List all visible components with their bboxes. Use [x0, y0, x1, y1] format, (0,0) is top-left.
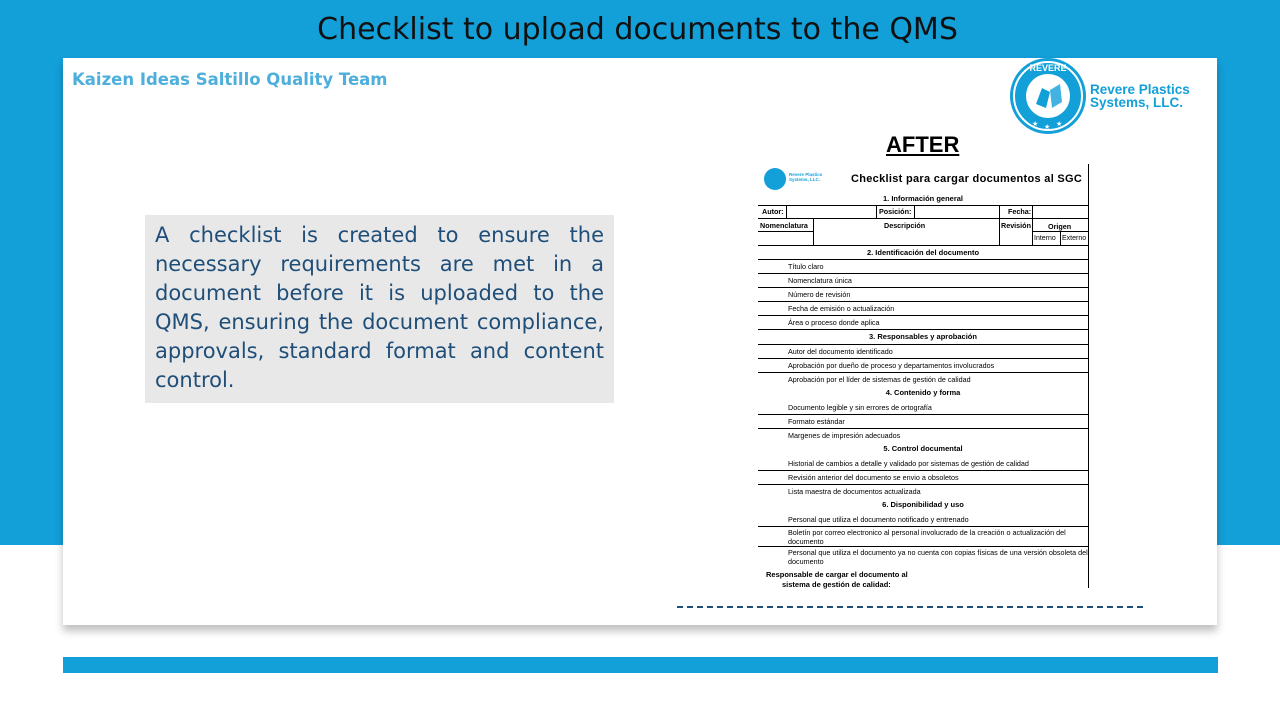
section-1-header: 1. Información general: [882, 194, 964, 203]
list-item: Formato estándar: [758, 415, 1088, 429]
list-item: Número de revisión: [758, 288, 1088, 302]
section-6-header: 6. Disponibilidad y uso: [882, 500, 964, 509]
mini-logo-text: [789, 172, 829, 182]
mini-logo-icon: [764, 168, 786, 190]
list-item: Aprobación por dueño de proceso y departamentos involucrados: [758, 359, 1088, 373]
date-label: Fecha:: [1008, 207, 1032, 216]
logo-text: [1090, 83, 1190, 109]
logo-emblem-icon: [1010, 58, 1086, 134]
logo-emblem: [1010, 58, 1086, 134]
list-item: Autor del documento identificado: [758, 345, 1088, 359]
list-item: Personal que utiliza el documento notificado y entrenado: [758, 513, 1088, 527]
section-4-list: [758, 401, 1088, 443]
section-2-list: [758, 260, 1088, 330]
responsible-line2: sistema de gestión de calidad:: [782, 580, 891, 589]
section-3-header: 3. Responsables y aprobación: [869, 332, 977, 341]
svg-text:★: ★: [1032, 121, 1039, 128]
svg-text:★: ★: [1044, 124, 1051, 131]
form-title: Checklist para cargar documentos al SGC: [851, 173, 1083, 185]
logo-line1: Revere Plastics: [1090, 82, 1190, 97]
description-box: A checklist is created to ensure the necessary requirements are met in a document before it is uploaded to the QMS, ensuring the document compliance, approvals, standard format and content control.: [145, 215, 614, 403]
section-5-header: 5. Control documental: [883, 444, 963, 453]
position-label: Posición:: [879, 207, 912, 216]
list-item: Lista maestra de documentos actualizada: [788, 487, 921, 496]
svg-text:★: ★: [1056, 121, 1063, 128]
form-header: [758, 164, 1088, 194]
bottom-accent-bar: [63, 657, 1218, 673]
author-label: Autor:: [762, 207, 784, 216]
signature-line: [677, 606, 1143, 608]
list-item: Boletín por correo electronico al personal involucrado de la creación o actualización del documento: [758, 527, 1088, 547]
mini-logo-line2: Systems, LLC.: [789, 177, 821, 182]
nomenclature-label: Nomenclatura: [760, 221, 808, 230]
list-item: Documento legible y sin errores de ortografía: [758, 401, 1088, 415]
mini-logo-line1: Revere Plastics: [789, 172, 823, 177]
team-label: Kaizen Ideas Saltillo Quality Team: [72, 70, 388, 89]
section-6-list: [758, 513, 1088, 567]
content-card: [63, 58, 1217, 625]
logo-line2: Systems, LLC.: [1090, 95, 1184, 110]
list-item: Revisión anterior del documento se envio a obsoletos: [758, 471, 1088, 485]
list-item: Margenes de impresión adecuados: [788, 431, 901, 440]
section-5-list: [758, 457, 1088, 499]
logo-ring-text: REVERE: [1029, 63, 1067, 73]
responsible-label: [766, 570, 908, 590]
list-item: Área o proceso donde aplica: [758, 316, 1088, 330]
list-item: Nomenclatura única: [758, 274, 1088, 288]
after-label: AFTER: [886, 132, 960, 157]
list-item: Aprobación por el líder de sistemas de gestión de calidad: [788, 375, 971, 384]
checklist-form: [758, 164, 1089, 588]
internal-label: Interno: [1034, 235, 1056, 242]
external-label: Externo: [1062, 235, 1087, 242]
company-logo: [1010, 58, 1210, 136]
slide-title: Checklist to upload documents to the QMS: [317, 12, 958, 47]
list-item: Fecha de emisión o actualización: [758, 302, 1088, 316]
section-2-header: 2. Identificación del documento: [866, 248, 980, 257]
list-item: Personal que utiliza el documento ya no cuenta con copias físicas de una versión obsoleta del documento: [788, 548, 1088, 566]
list-item: Historial de cambios a detalle y validado por sistemas de gestión de calidad: [758, 457, 1088, 471]
description-label: Descripción: [884, 221, 926, 230]
origin-label: Origen: [1048, 222, 1072, 231]
list-item: Título claro: [758, 260, 1088, 274]
section-4-header: 4. Contenido y forma: [885, 388, 961, 397]
revision-label: Revisión: [1001, 221, 1031, 230]
responsible-line1: Responsable de cargar el documento al: [766, 570, 908, 579]
section-3-list: [758, 345, 1088, 387]
